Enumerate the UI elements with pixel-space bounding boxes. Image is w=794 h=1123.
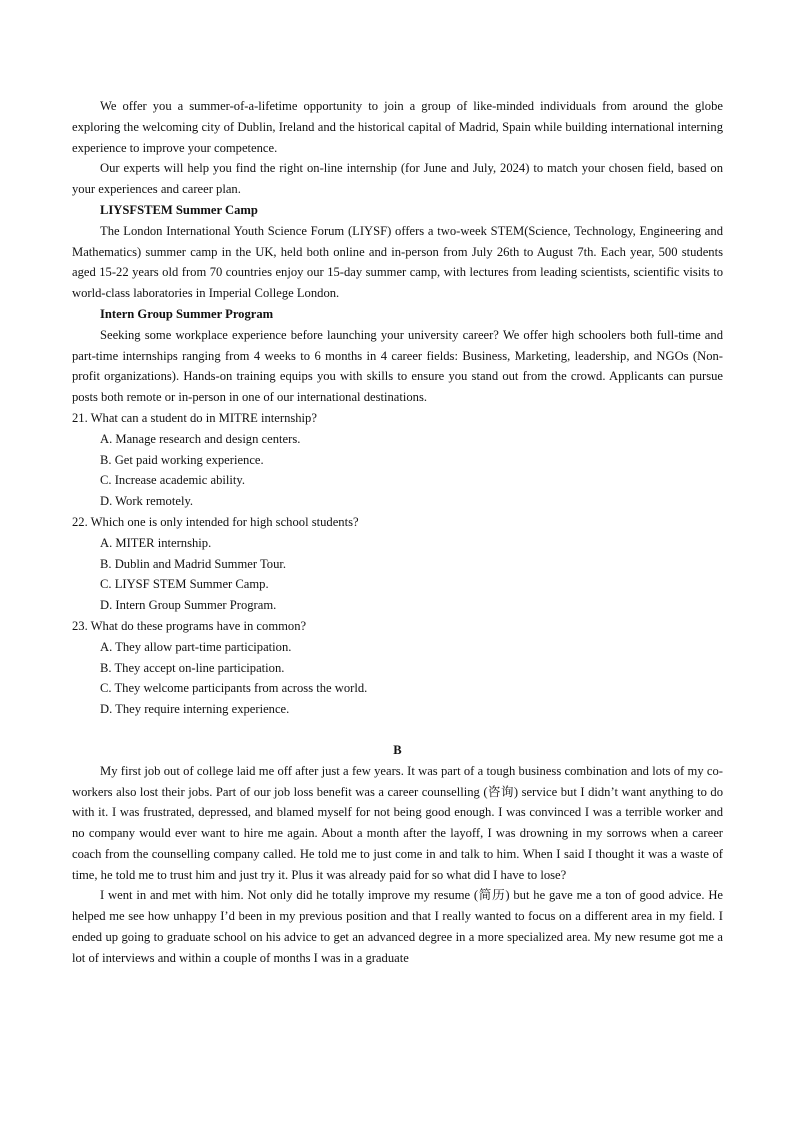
option-b: B. They accept on-line participation. [100, 660, 285, 675]
question-stem: 22. Which one is only intended for high school students? [72, 514, 359, 529]
question-stem: 21. What can a student do in MITRE internship? [72, 410, 317, 425]
option-b: B. Get paid working experience. [100, 452, 264, 467]
passage-a-paragraph-2: Our experts will help you find the right on-line internship (for June and July, 2024) to match your chosen field, based on your experiences and career plan. [72, 161, 723, 197]
option-b: B. Dublin and Madrid Summer Tour. [100, 556, 287, 571]
option-c: C. Increase academic ability. [100, 473, 245, 488]
option-a: A. Manage research and design centers. [100, 431, 301, 446]
passage-b-paragraph-2: I went in and met with him. Not only did he totally improve my resume (简历) but he gave me a ton of good advice. He helped me see how unhappy I’d been in my previous position and that I really wanted to focus on a different area in my field. I ended up going to graduate school on his advice to get an advanced degree in a more specialized area. My new resume got me a lot of interviews and within a couple of months I was in a graduate [72, 888, 723, 965]
passage-a-paragraph-3: The London International Youth Science Forum (LIYSF) offers a two-week STEM(Science, Technology, Engineering and Mathematics) summer camp in the UK, held both online and in-person from July 26th to August 7th. Each year, 500 students aged 15-22 years old from 70 countries enjoy our 15-day summer camp, with lectures from leading scientists, scientific visits to world-class laboratories in Imperial College London. [72, 223, 723, 301]
passage-b-paragraph-1: My first job out of college laid me off after just a few years. It was part of a tough business combination and lots of my co-workers also lost their jobs. Part of our job loss benefit was a career counselling (咨询) service but I didn’t want anything to do with it. I was frustrated, depressed, and blamed myself for not being good enough. I was convinced I was a terrible worker and no company would ever want to hire me again. About a month after the layoff, I was drowning in my sorrows when a career coach from the counselling company called. He told me to just come in and talk to him. When I said I thought it was a waste of time, he told me to trust him and just try it. Plus it was already paid for so what did I have to lose? [72, 763, 723, 882]
question-22 [72, 512, 723, 616]
option-d: D. They require interning experience. [100, 702, 290, 717]
option-a: A. They allow part-time participation. [100, 639, 292, 654]
document-page [72, 96, 723, 969]
option-d: D. Intern Group Summer Program. [100, 598, 277, 613]
option-c: C. They welcome participants from across the world. [100, 681, 368, 696]
question-stem: 23. What do these programs have in common? [72, 618, 307, 633]
question-21 [72, 408, 723, 512]
section-b-title: B [393, 742, 402, 757]
passage-a-paragraph-1: We offer you a summer-of-a-lifetime opportunity to join a group of like-minded individuals from around the globe exploring the welcoming city of Dublin, Ireland and the historical capital of Madrid, Spain while building international interning experience to improve your competence. [72, 99, 723, 155]
program-heading-intern-group: Intern Group Summer Program [100, 306, 274, 321]
passage-a-paragraph-4: Seeking some workplace experience before launching your university career? We offer high schoolers both full-time and part-time internships ranging from 4 weeks to 6 months in 4 career fields: Business, Marketing, leadership, and NGOs (Non-profit organizations). Hands-on training equips you with skills to ensure you stand out from the crowd. Applicants can pursue posts both remote or in-person in one of our international destinations. [72, 327, 723, 405]
option-d: D. Work remotely. [100, 494, 194, 509]
program-heading-liysf: LIYSFSTEM Summer Camp [100, 202, 258, 217]
option-c: C. LIYSF STEM Summer Camp. [100, 577, 269, 592]
option-a: A. MITER internship. [100, 535, 212, 550]
question-23 [72, 616, 723, 720]
